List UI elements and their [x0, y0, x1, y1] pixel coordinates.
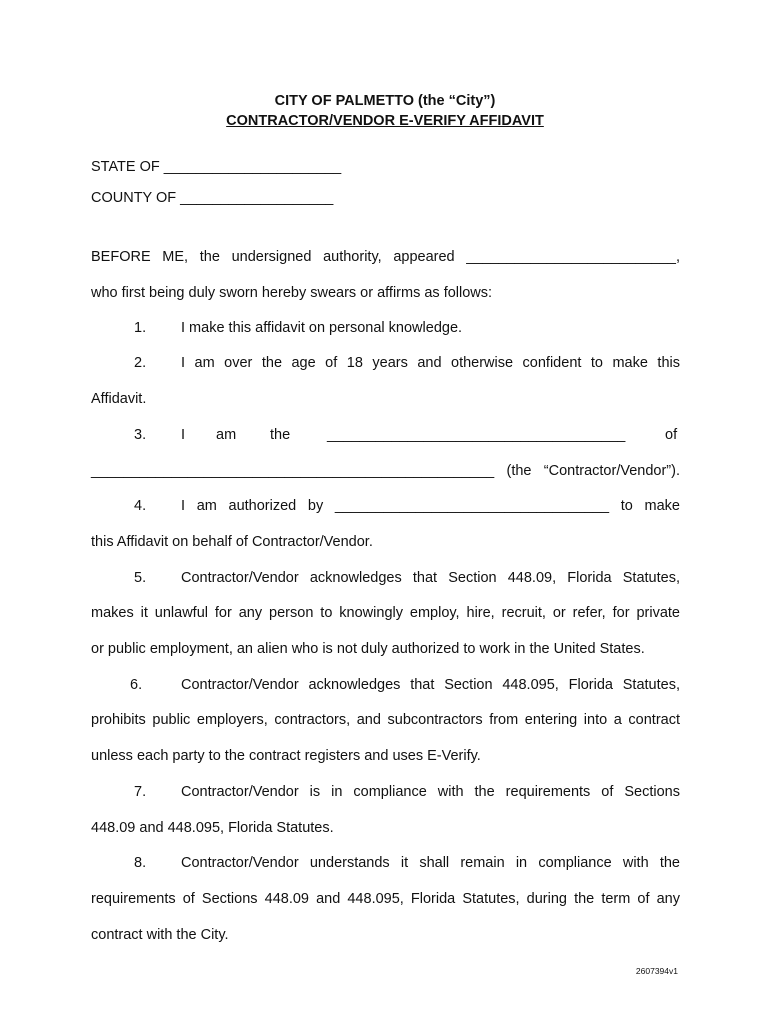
- item-number: 1.: [134, 320, 147, 336]
- item-text: requirements of Sections 448.09 and 448.095, Florida Statutes, during the term of any: [91, 891, 680, 907]
- item-text: makes it unlawful for any person to knowingly employ, hire, recruit, or refer, for private: [91, 605, 680, 621]
- state-field: STATE OF ______________________: [91, 159, 342, 175]
- item-text: Contractor/Vendor acknowledges that Section 448.09, Florida Statutes,: [181, 570, 680, 586]
- item-number: 3.: [134, 427, 147, 443]
- item-text: I am over the age of 18 years and otherwise confident to make this: [181, 355, 680, 371]
- item-text: I am authorized by __________________________________ to make: [181, 498, 680, 514]
- item-word: the: [270, 427, 291, 443]
- before-me-line: BEFORE ME, the undersigned authority, appeared __________________________,: [91, 249, 680, 265]
- item-text: Affidavit.: [91, 391, 147, 407]
- sworn-line: who first being duly sworn hereby swears or affirms as follows:: [91, 285, 493, 301]
- blank-line: _____________________________________: [327, 427, 626, 443]
- item-number: 2.: [134, 355, 147, 371]
- item-text: or public employment, an alien who is not duly authorized to work in the United States.: [91, 641, 645, 657]
- item-text: contract with the City.: [91, 927, 229, 943]
- county-field: COUNTY OF ___________________: [91, 190, 334, 206]
- item-word: I: [181, 427, 186, 443]
- item-number: 8.: [134, 855, 147, 871]
- document-id: 2607394v1: [635, 966, 678, 976]
- item-word: of: [665, 427, 678, 443]
- item-number: 7.: [134, 784, 147, 800]
- item-number: 4.: [134, 498, 147, 514]
- item-text: prohibits public employers, contractors, and subcontractors from entering into a contract: [91, 712, 680, 728]
- item-text: Contractor/Vendor understands it shall remain in compliance with the: [181, 855, 680, 871]
- item-number: 6.: [130, 677, 143, 693]
- item-word: am: [216, 427, 237, 443]
- item-text: 448.09 and 448.095, Florida Statutes.: [91, 820, 334, 836]
- document-title: CITY OF PALMETTO (the “City”): [274, 93, 496, 109]
- item-text: I make this affidavit on personal knowledge.: [181, 320, 463, 336]
- item-text: __________________________________________________ (the “Contractor/Vendor”).: [91, 463, 680, 479]
- item-number: 5.: [134, 570, 147, 586]
- item-text: unless each party to the contract registers and uses E-Verify.: [91, 748, 481, 764]
- item-text: Contractor/Vendor is in compliance with the requirements of Sections: [181, 784, 680, 800]
- item-text: Contractor/Vendor acknowledges that Section 448.095, Florida Statutes,: [181, 677, 680, 693]
- document-subtitle: CONTRACTOR/VENDOR E-VERIFY AFFIDAVIT: [226, 113, 544, 129]
- item-text: this Affidavit on behalf of Contractor/Vendor.: [91, 534, 373, 550]
